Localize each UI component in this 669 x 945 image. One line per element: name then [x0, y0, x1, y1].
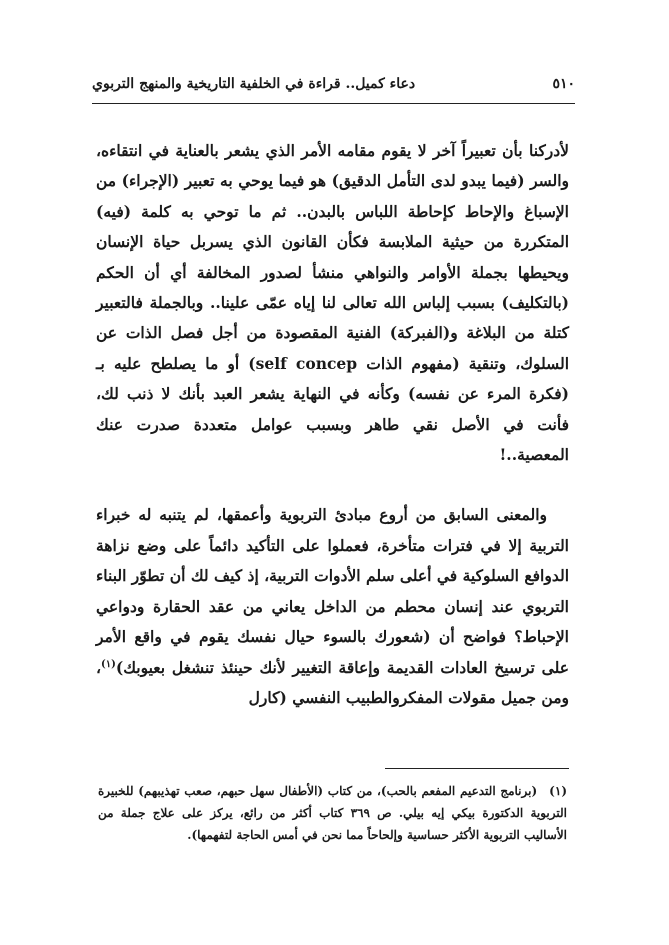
body-text [96, 136, 569, 713]
running-header [92, 72, 575, 96]
footnote-1 [98, 780, 567, 847]
page-number: ٥١٠ [552, 76, 575, 92]
footnote-text: (برنامج التدعيم المفعم بالحب)، من كتاب (الأطفال سهل حبهم، صعب تهذيبهم) للخبيرة التربوية الدكتورة بيكي إيه بيلي. ص ٣٦٩ كتاب أكثر من رائع، يركز على علاج جملة من الأساليب التربوية الأكثر حساسية وإلحاحاً مما نحن في أمس الحاجة لتفهمها). [98, 784, 567, 843]
paragraph-2 [96, 500, 569, 713]
footnote-number: (١) [549, 784, 567, 798]
paragraph-2-text: والمعنى السابق من أروع مبادئ التربوية وأعمقها، لم يتنبه له خبراء التربية إلا في فترات متأخرة، فعملوا على التأكيد دائماً على وضع نزاهة الدوافع السلوكية في أعلى سلم الأدوات التربية، إذ كيف لك أن تطوّر البناء التربوي عند إنسان محطم من الداخل يعاني من عقد الحقارة ودواعي الإحباط؟ فواضح أن (شعورك بالسوء حيال نفسك يقوم في واقع الأمر على ترسيخ العادات القديمة وإعاقة التغيير لأنك حينئذ تنشغل بعيوبك) [96, 505, 569, 677]
paragraph-1: لأدركنا بأن تعبيراً آخر لا يقوم مقامه الأمر الذي يشعر بالعناية في انتقاءه، والسر (فيما يبدو لدى التأمل الدقيق) هو فيما يوحي به تعبير (الإجراء) من الإسباغ والإحاط كإحاطة اللباس بالبدن.. ثم ما توحي به كلمة (فيه) المتكررة من حيثية الملابسة فكأن القانون الذي يسربل حياة الإنسان ويحيطها بجملة الأوامر والنواهي منشأ لصدور المخالفة أي أن الحكم (بالتكليف) بسبب إلباس الله تعالى لنا إياه عمّى علينا.. وبالجملة فالتعبير كتلة من البلاغة و(الفبركة) الفنية المقصودة من أجل فصل الذات عن السلوك، وتنقية (مفهوم الذات self concep) أو ما يصلطح عليه بـ (فكرة المرء عن نفسه) وكأنه في النهاية يشعر العبد بأنك لا ذنب لك، فأنت في الأصل نقي طاهر وبسبب عوامل متعددة صدرت عنك المعصية..! [96, 141, 569, 465]
header-rule [92, 103, 575, 104]
footnote-reference[interactable]: (١) [101, 658, 116, 670]
footnote-rule [385, 768, 569, 769]
footnotes [98, 780, 567, 847]
running-title: دعاء كميل.. قراءة في الخلفية التاريخية والمنهج التربوي [92, 76, 416, 92]
paragraph-2-end: ، ومن جميل مقولات المفكروالطبيب النفسي (كارل [96, 657, 569, 707]
